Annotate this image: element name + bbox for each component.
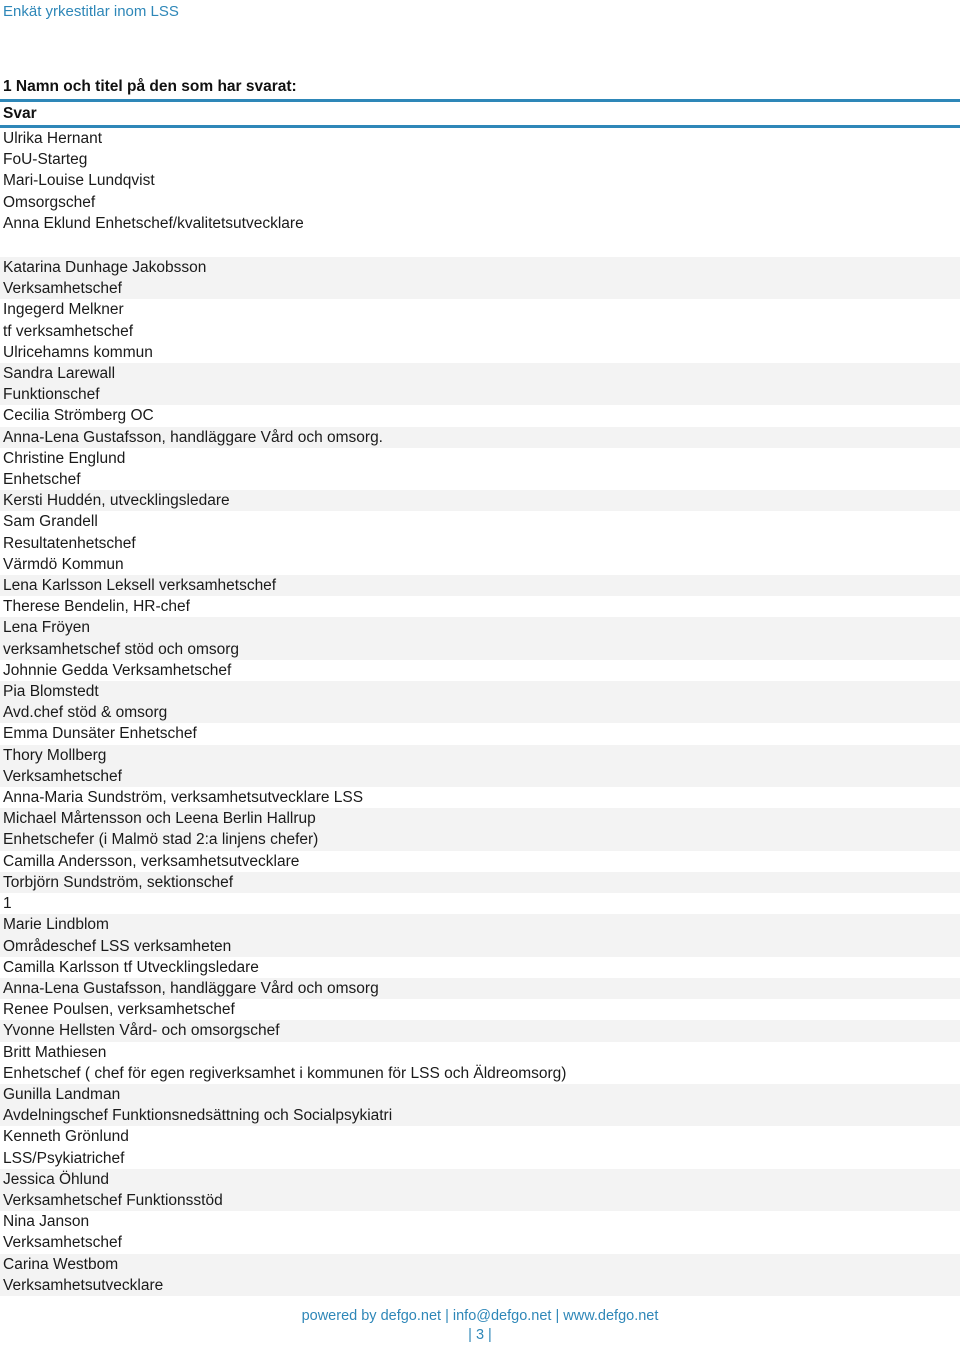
answer-row: Torbjörn Sundström, sektionschef	[0, 872, 960, 893]
page-number-value: 3	[475, 1327, 485, 1343]
answer-row: Christine Englund Enhetschef	[0, 448, 960, 490]
answer-row: Yvonne Hellsten Vård- och omsorgschef	[0, 1020, 960, 1041]
answer-row: Therese Bendelin, HR-chef	[0, 596, 960, 617]
document-header-title: Enkät yrkestitlar inom LSS	[3, 3, 179, 20]
answer-row: Anna-Lena Gustafsson, handläggare Vård och omsorg	[0, 978, 960, 999]
answer-row: Camilla Andersson, verksamhetsutvecklare	[0, 851, 960, 872]
email-link[interactable]: info@defgo.net	[452, 1308, 552, 1324]
answer-row: Johnnie Gedda Verksamhetschef	[0, 660, 960, 681]
answer-row: Thory Mollberg Verksamhetschef	[0, 745, 960, 787]
footer-separator: |	[445, 1308, 453, 1324]
answer-row: Renee Poulsen, verksamhetschef	[0, 999, 960, 1020]
answer-row: Katarina Dunhage Jakobsson Verksamhetschef	[0, 257, 960, 299]
answer-row: Sandra Larewall Funktionschef	[0, 363, 960, 405]
column-header	[0, 102, 960, 125]
answer-row: Jessica Öhlund Verksamhetschef Funktionsstöd	[0, 1169, 960, 1211]
answer-row: Emma Dunsäter Enhetschef	[0, 723, 960, 744]
answer-row: Ingegerd Melkner tf verksamhetschef Ulricehamns kommun	[0, 299, 960, 363]
column-header-label: Svar	[3, 105, 37, 122]
answer-row: Kenneth Grönlund LSS/Psykiatrichef	[0, 1126, 960, 1168]
answer-row: Anna-Lena Gustafsson, handläggare Vård och omsorg.	[0, 427, 960, 448]
answer-row: Anna-Maria Sundström, verksamhetsutvecklare LSS	[0, 787, 960, 808]
footer-separator: |	[555, 1308, 564, 1324]
powered-by-link[interactable]: powered by defgo.net	[301, 1308, 442, 1324]
answer-row: Kersti Huddén, utvecklingsledare	[0, 490, 960, 511]
answer-row: Lena Fröyen verksamhetschef stöd och omsorg	[0, 617, 960, 659]
answer-row: Britt Mathiesen Enhetschef ( chef för egen regiverksamhet i kommunen för LSS och Äldreomsorg)	[0, 1042, 960, 1084]
answer-row: Camilla Karlsson tf Utvecklingsledare	[0, 957, 960, 978]
answer-row: Marie Lindblom Områdeschef LSS verksamheten	[0, 914, 960, 956]
answer-row: Nina Janson Verksamhetschef	[0, 1211, 960, 1253]
answer-row: Carina Westbom Verksamhetsutvecklare	[0, 1254, 960, 1296]
answer-row: Ulrika Hernant FoU-Starteg Mari-Louise Lundqvist Omsorgschef Anna Eklund Enhetschef/kvalitetsutvecklare	[0, 128, 960, 257]
answer-list	[0, 128, 960, 1296]
website-link[interactable]: www.defgo.net	[563, 1308, 659, 1324]
answer-row: Michael Mårtensson och Leena Berlin Hallrup Enhetschefer (i Malmö stad 2:a linjens chefer)	[0, 808, 960, 850]
answer-row: 1	[0, 893, 960, 914]
question-title: 1 Namn och titel på den som har svarat:	[3, 78, 297, 95]
answer-row: Pia Blomstedt Avd.chef stöd & omsorg	[0, 681, 960, 723]
answer-row: Cecilia Strömberg OC	[0, 405, 960, 426]
answer-row: Gunilla Landman Avdelningschef Funktionsnedsättning och Socialpsykiatri	[0, 1084, 960, 1126]
page-footer	[0, 1307, 960, 1345]
answer-row: Lena Karlsson Leksell verksamhetschef	[0, 575, 960, 596]
answer-row: Sam Grandell Resultatenhetschef Värmdö Kommun	[0, 511, 960, 575]
page-number: | 3 |	[468, 1327, 492, 1343]
